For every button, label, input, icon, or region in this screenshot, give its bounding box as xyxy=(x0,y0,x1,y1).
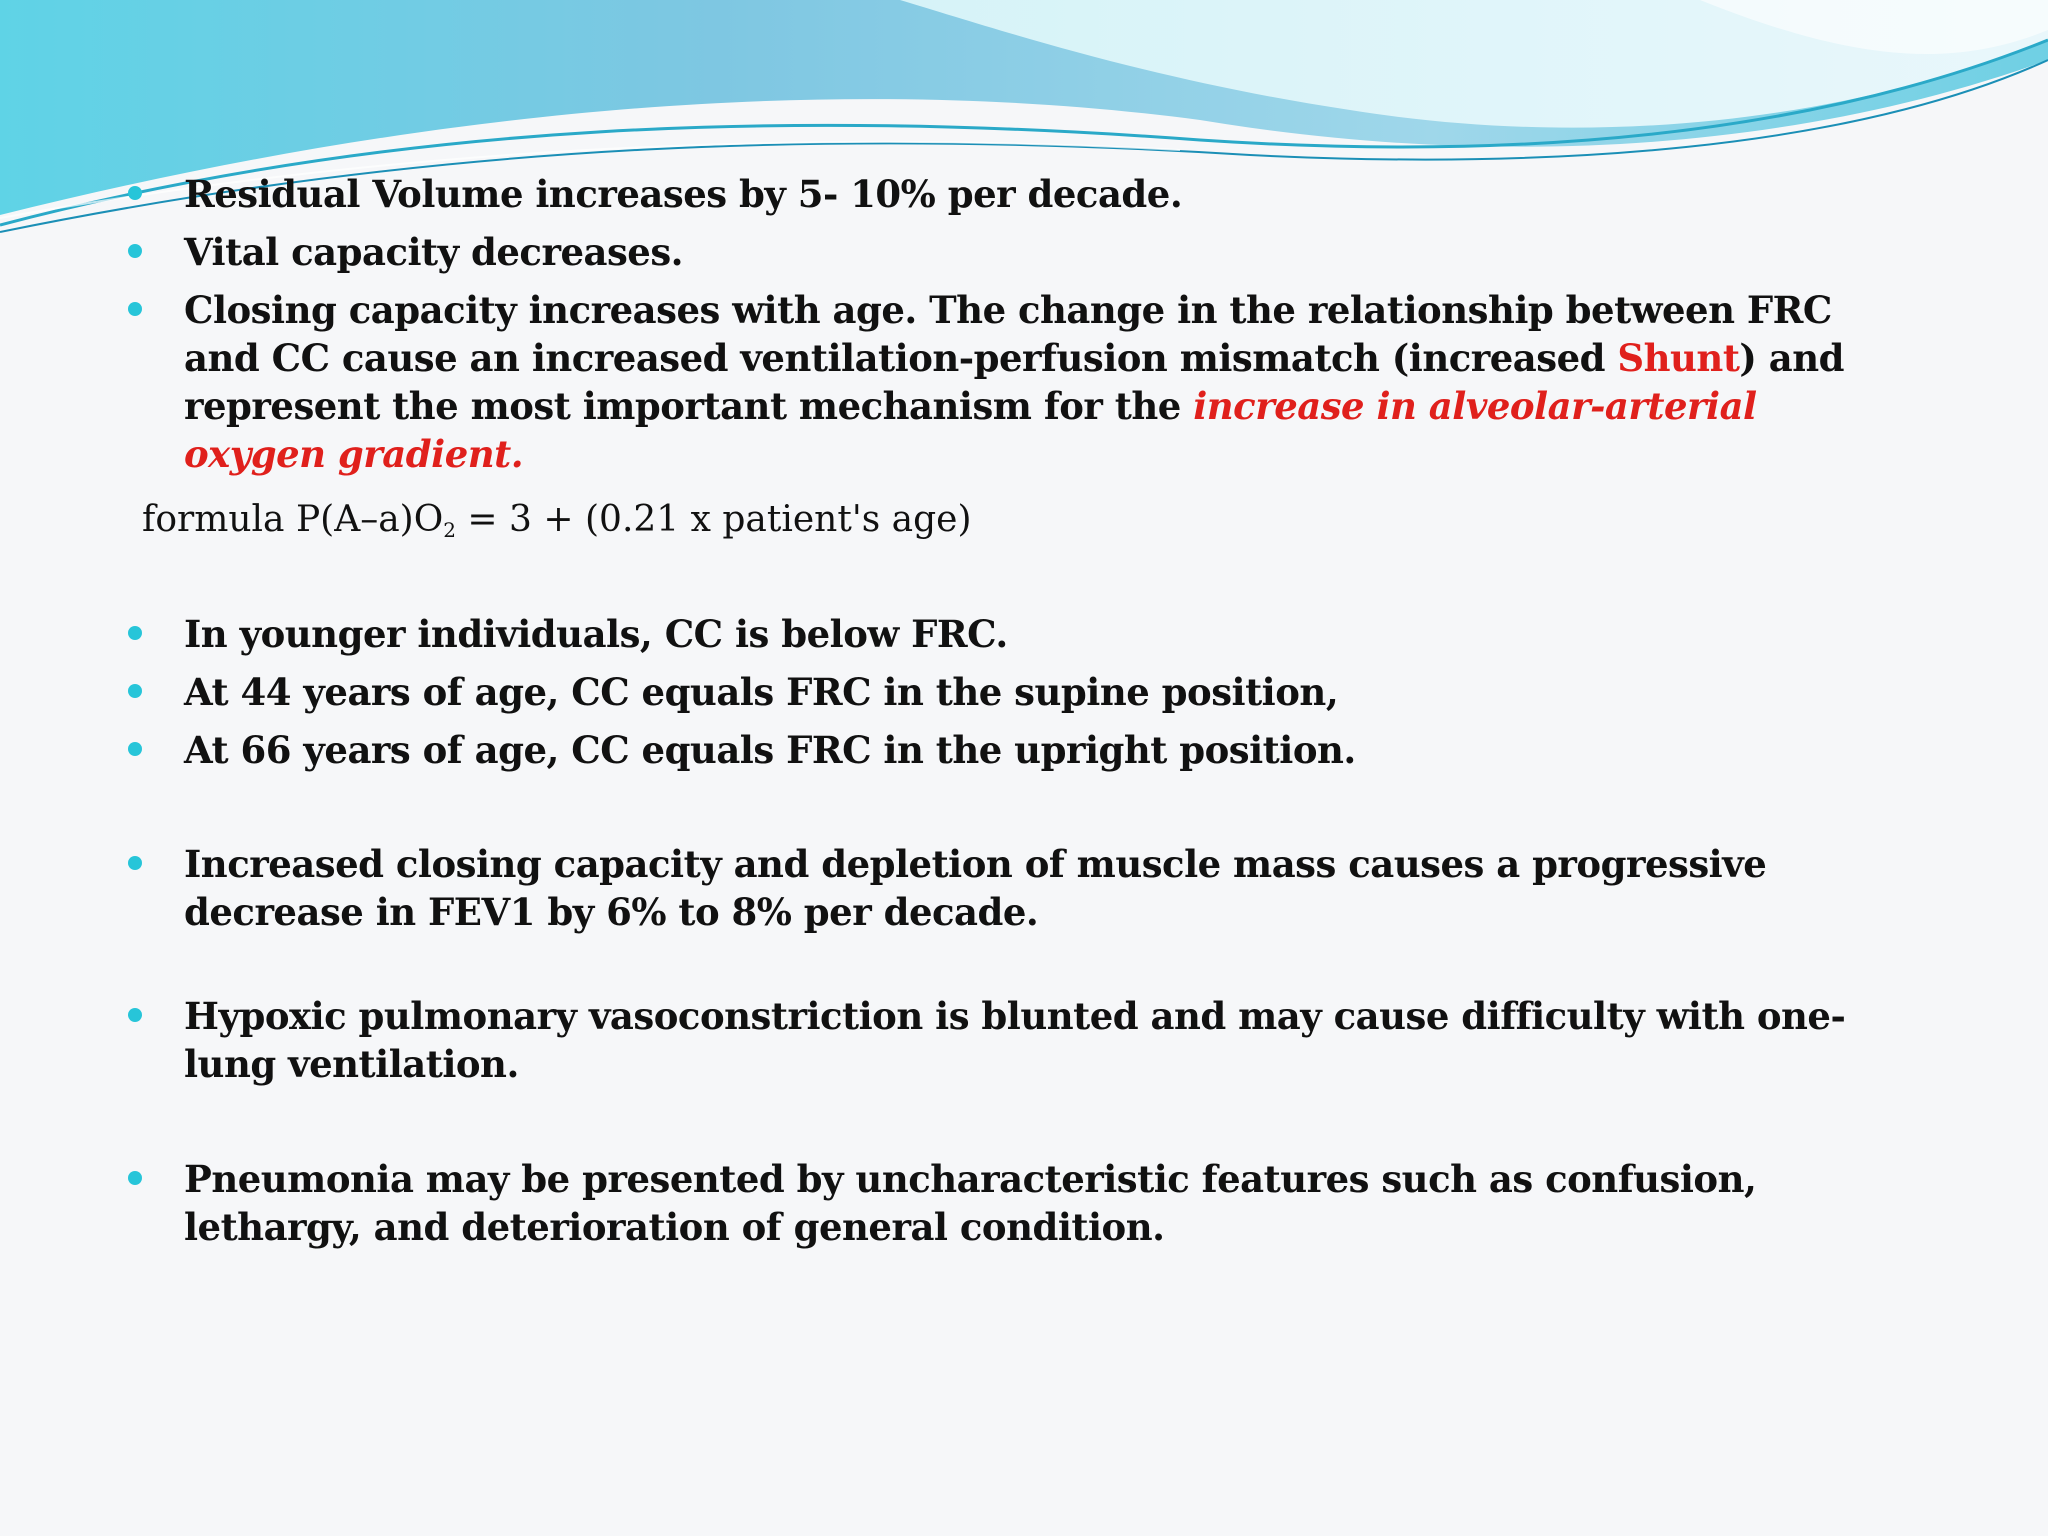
bullet-dot-icon xyxy=(128,244,142,258)
bullet-dot-icon xyxy=(128,1008,142,1022)
bullet-text: In younger individuals, CC is below FRC. xyxy=(184,612,1008,656)
gradient-highlight: increase in alveolar-arterial oxygen gradient. xyxy=(184,384,1757,476)
bullet-dot-icon xyxy=(128,302,142,316)
formula-suffix: = 3 + (0.21 x patient's age) xyxy=(455,499,972,540)
bullet-closing-capacity xyxy=(184,286,1884,478)
bullet-text: Closing capacity increases with age. The change in the relationship between FRC and CC cause an increased ventilation-perfusion mismatch (increased xyxy=(184,288,1832,380)
bullet-text: Residual Volume increases by 5- 10% per decade. xyxy=(184,172,1183,216)
bullet-text: Pneumonia may be presented by uncharacteristic features such as confusion, lethargy, and deterioration of general condition. xyxy=(184,1157,1757,1249)
bullet-dot-icon xyxy=(128,684,142,698)
formula-line xyxy=(142,496,972,554)
bullet-pneumonia xyxy=(184,1155,1924,1251)
formula-prefix: formula P(A–a)O xyxy=(142,499,444,540)
shunt-highlight: Shunt xyxy=(1617,336,1740,380)
bullet-residual-volume xyxy=(184,170,1904,218)
bullet-fev1-decrease xyxy=(184,840,1904,936)
bullet-text: Vital capacity decreases. xyxy=(184,230,684,274)
bullet-text-continued: ) and represent the most important mechanism for the xyxy=(184,336,1845,428)
formula-subscript: 2 xyxy=(443,518,456,542)
bullet-vital-capacity xyxy=(184,228,1904,276)
bullet-dot-icon xyxy=(128,742,142,756)
bullet-text: At 66 years of age, CC equals FRC in the upright position. xyxy=(184,728,1356,772)
bullet-hypoxic-vasoconstriction xyxy=(184,992,1884,1088)
bullet-text: Increased closing capacity and depletion of muscle mass causes a progressive decrease in FEV1 by 6% to 8% per decade. xyxy=(184,842,1767,934)
bullet-dot-icon xyxy=(128,186,142,200)
bullet-younger-individuals xyxy=(184,610,1904,658)
bullet-dot-icon xyxy=(128,856,142,870)
bullet-44-years xyxy=(184,668,1904,716)
bullet-66-years xyxy=(184,726,1904,774)
bullet-dot-icon xyxy=(128,626,142,640)
bullet-dot-icon xyxy=(128,1171,142,1185)
bullet-text: Hypoxic pulmonary vasoconstriction is blunted and may cause difficulty with one-lung ventilation. xyxy=(184,994,1846,1086)
bullet-text: At 44 years of age, CC equals FRC in the supine position, xyxy=(184,670,1339,714)
